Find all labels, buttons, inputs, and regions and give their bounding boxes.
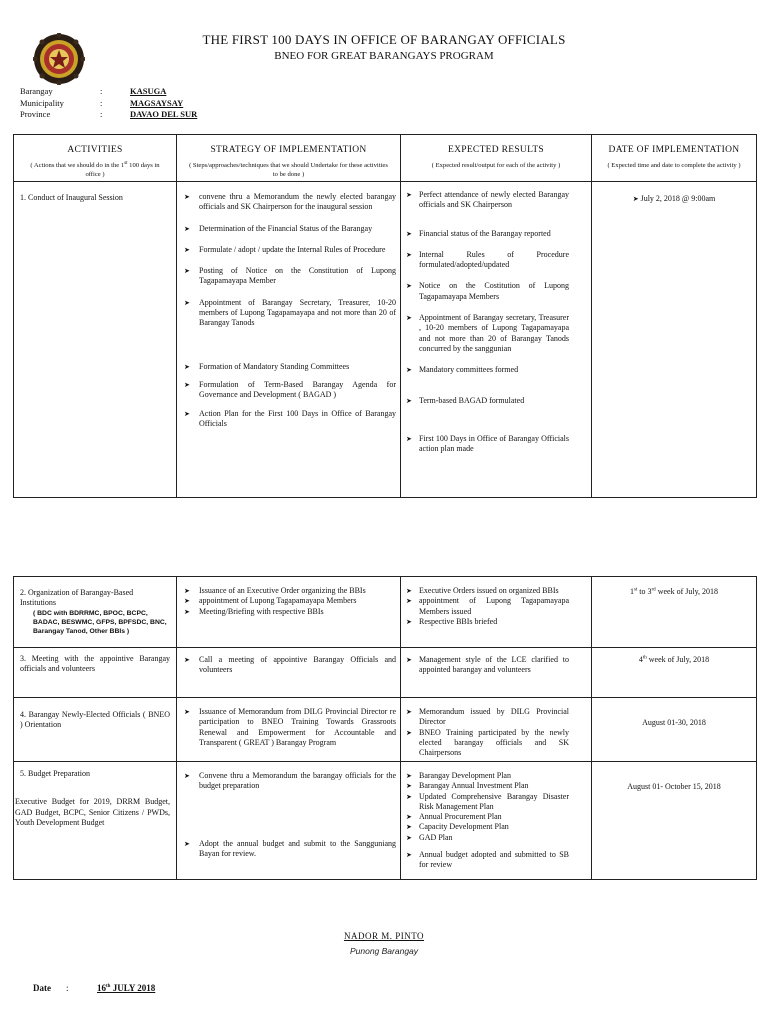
plan-table-page-2 [13,576,757,880]
date-cell [592,698,757,762]
strategy-cell [177,648,401,698]
date-cell [592,648,757,698]
date-cell [592,762,757,880]
list-item: ➤ appointment of Lupong Tagapamayapa Members issued [401,596,569,617]
date-label: Date [33,983,51,993]
strategy-cell [177,698,401,762]
date-text: 4th week of July, 2018 [638,655,710,664]
date-text: August 01- October 15, 2018 [627,782,721,791]
document-subtitle: BNEO FOR GREAT BARANGAYS PROGRAM [274,50,494,62]
result-list [401,586,569,627]
date-colon: : [66,983,69,993]
info-value: MAGSAYSAY [130,97,184,108]
column-title: ACTIVITIES [67,145,123,155]
list-item: ➤ Formulation of Term-Based Barangay Agenda for Governance and Development ( BAGAD ) [177,380,396,401]
barangay-seal-icon [33,33,85,85]
result-cell [401,698,592,762]
activity-note: Executive Budget for 2019, DRRM Budget, GAD Budget, BCPC, Senior Citizens / PWDs, Youth Development Budget [15,797,170,827]
result-list [401,707,569,758]
strategy-list [177,771,396,859]
date-text: July 2, 2018 @ 9:00am [640,194,716,203]
list-item: ➤ Management style of the LCE clarified to appointed barangay and volunteers [401,655,569,676]
list-item: ➤ Issuance of Memorandum from DILG Provincial Director re participation to BNEO Training Towards Grassroots Renewal and Empowerment for Accountable and Transparent ( GREAT ) Barangay Program [177,707,396,748]
list-item: ➤ Issuance of an Executive Order organizing the BBIs [177,586,396,596]
info-label: Province [20,109,51,119]
result-list [401,655,569,676]
result-list [401,190,569,454]
activity-cell [14,698,177,762]
list-item: ➤ Internal Rules of Procedure formulated/adopted/updated [401,250,569,271]
list-item: ➤ Perfect attendance of newly elected Barangay officials and SK Chairperson [401,190,569,211]
list-item: ➤ Convene thru a Memorandum the barangay officials for the budget preparation [177,771,396,792]
list-item: ➤ Determination of the Financial Status of the Barangay [177,224,396,234]
list-item: ➤ Executive Orders issued on organized BBIs [401,586,569,596]
strategy-list [177,707,396,748]
list-item: ➤ Capacity Development Plan [401,822,569,832]
column-header-date [592,135,757,182]
list-item: ➤ Respective BBIs briefed [401,617,569,627]
list-item: ➤ BNEO Training participated by the newly elected barangay officials and SK Chairpersons [401,728,569,759]
info-colon: : [100,109,103,119]
list-item: ➤ Updated Comprehensive Barangay Disaster Risk Management Plan [401,792,569,813]
column-title: DATE OF IMPLEMENTATION [608,145,740,155]
column-title: STRATEGY OF IMPLEMENTATION [210,145,367,155]
list-item: ➤ appointment of Lupong Tagapamayapa Members [177,596,396,606]
activity-text: 3. Meeting with the appointive Barangay officials and volunteers [20,654,170,674]
info-row-barangay [20,86,197,98]
strategy-list [177,586,396,617]
plan-table-page-1 [13,134,757,498]
info-label: Municipality [20,97,64,108]
column-header-results [401,135,592,182]
info-row-municipality [20,98,197,110]
activity-text: 2. Organization of Barangay-Based Institutions [20,588,134,608]
list-item: ➤ Appointment of Barangay Secretary, Treasurer, 10-20 members of Lupong Tagapamayapa and not more than 20 of Barangay Tanods [177,298,396,329]
table-row [14,577,757,648]
activity-text: 1. Conduct of Inaugural Session [20,193,123,202]
list-item: ➤ convene thru a Memorandum the newly elected barangay officials and SK Chairperson for the inaugural session [177,192,396,213]
column-subtitle: ( Expected result/output for each of the activity ) [431,162,561,170]
date-text: 1st to 3rd week of July, 2018 [629,587,719,596]
info-colon: : [100,97,103,108]
list-item: ➤ Action Plan for the First 100 Days in Office of Barangay Officials [177,409,396,430]
table-row [14,182,757,498]
column-subtitle: ( Steps/approaches/techniques that we should Undertake for these activities to be done ) [189,162,388,179]
strategy-cell [177,762,401,880]
result-cell [401,182,592,498]
table-row [14,648,757,698]
list-item: ➤ GAD Plan [401,833,569,843]
result-cell [401,577,592,648]
list-item: ➤ Notice on the Costitution of Lupong Tagapamayapa Members [401,281,569,302]
column-header-activities [14,135,177,182]
table-row [14,698,757,762]
list-item: ➤ Annual Procurement Plan [401,812,569,822]
date-cell [592,182,757,498]
list-item: ➤ First 100 Days in Office of Barangay Officials action plan made [401,434,569,455]
table-header-row [14,135,757,182]
info-label: Barangay [20,86,53,96]
list-item: ➤ Posting of Notice on the Constitution of Lupong Tagapamayapa Member [177,266,396,287]
list-item: ➤ Formulate / adopt / update the Internal Rules of Procedure [177,245,396,255]
activity-text: 4. Barangay Newly-Elected Officials ( BNEO ) Orientation [20,710,170,730]
strategy-cell [177,182,401,498]
activity-cell [14,577,177,648]
column-title: EXPECTED RESULTS [447,145,545,155]
activity-text: 5. Budget Preparation [20,769,90,778]
info-value: DAVAO DEL SUR [130,109,198,119]
strategy-list [177,192,396,429]
strategy-cell [177,577,401,648]
result-list [401,771,569,871]
arrow-bullet-icon: ➤ [632,195,639,203]
list-item: ➤ Formation of Mandatory Standing Committees [177,362,396,372]
location-info [20,86,197,121]
info-row-province [20,109,197,121]
list-item: ➤ Call a meeting of appointive Barangay Officials and volunteers [177,655,396,676]
date-cell [592,577,757,648]
document-title: THE FIRST 100 DAYS IN OFFICE OF BARANGAY OFFICIALS [202,32,566,47]
column-subtitle: ( Expected time and date to complete the activity ) [607,162,741,170]
list-item: ➤ Barangay Annual Investment Plan [401,781,569,791]
list-item: ➤ Term-based BAGAD formulated [401,396,569,406]
info-colon: : [100,86,103,96]
list-item: ➤ Adopt the annual budget and submit to the Sangguniang Bayan for review. [177,839,396,860]
list-item: ➤ Barangay Development Plan [401,771,569,781]
result-cell [401,762,592,880]
signatory-name: NADOR M. PINTO [343,931,425,941]
activity-cell [14,762,177,880]
info-value: KASUGA [130,86,167,96]
column-header-strategy [177,135,401,182]
activity-note: ( BDC with BDRRMC, BPOC, BCPC, BADAC, BESWMC, GFPS, BPFSDC, BNC, Barangay Tanod, Other BBIs ) [33,609,167,635]
result-cell [401,648,592,698]
list-item: ➤ Memorandum issued by DILG Provincial Director [401,707,569,728]
activity-cell [14,182,177,498]
column-subtitle: ( Actions that we should do in the 1st 100 days in office ) [30,161,160,179]
list-item: ➤ Mandatory committees formed [401,365,569,375]
date-value: 16th JULY 2018 [97,983,156,993]
date-text: August 01-30, 2018 [642,718,706,727]
list-item: ➤ Appointment of Barangay secretary, Treasurer , 10-20 members of Lupong Tagapamayapa and not more than 20 of Barangay Tanods concurred by the sanggunian [401,313,569,354]
table-row [14,762,757,880]
strategy-list [177,655,396,676]
list-item: ➤ Meeting/Briefing with respective BBIs [177,607,396,617]
activity-cell [14,648,177,698]
signatory-title: Punong Barangay [349,946,419,956]
list-item: ➤ Annual budget adopted and submitted to SB for review [401,850,569,871]
list-item: ➤ Financial status of the Barangay reported [401,229,569,239]
